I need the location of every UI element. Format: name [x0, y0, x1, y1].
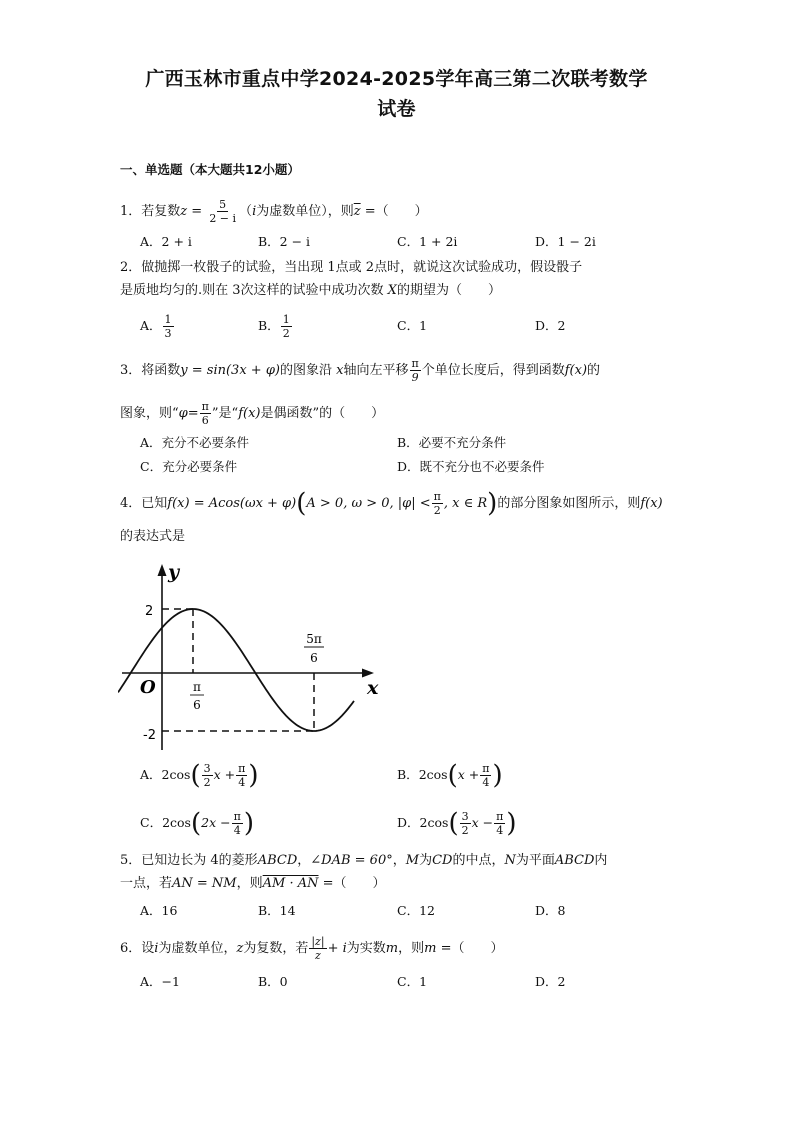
q6-option-d: D．2 — [535, 974, 566, 989]
q5-option-b: B．14 — [258, 903, 296, 918]
q4-optB-phase — [480, 762, 491, 789]
q4-option-a — [140, 762, 258, 789]
origin-label: O — [140, 677, 156, 698]
title-line-1: 广西玉林市重点中学2024-2025学年高三第二次联考数学 — [145, 68, 648, 90]
question-1 — [120, 198, 428, 225]
q1-option-a: A．2 + i — [140, 234, 192, 249]
q2-optA-frac — [163, 313, 174, 340]
q4-optA-phase — [236, 762, 247, 789]
q6-fraction — [309, 935, 326, 962]
q5-l2c: =（ ） — [318, 876, 386, 891]
q2-optB-label: B． — [258, 318, 280, 333]
question-2-line-2 — [120, 280, 501, 302]
q4-cond-a: A > 0, ω > 0, |φ| < — [306, 496, 431, 511]
q4-optB-pden: 4 — [482, 776, 490, 789]
q2-var-x: X — [387, 283, 397, 298]
q4-optC-label: C． — [140, 815, 163, 830]
q6-i: i — [154, 941, 159, 956]
q5-l1d: 为 — [419, 853, 433, 868]
q2-optB-num: 1 — [282, 313, 290, 326]
q4-optB-pnum: π — [482, 762, 490, 775]
q4-expr: f(x) = Acos(ωx + φ) — [167, 496, 297, 511]
q4-optD-phase — [494, 810, 505, 837]
q6-p6: ，则 — [398, 941, 425, 956]
q1-frac-den: 2 − i — [209, 212, 237, 225]
q5-m: M — [405, 853, 420, 868]
q3-l2c: 是偶函数”的（ ） — [260, 406, 385, 421]
q3-option-b: B．必要不充分条件 — [397, 435, 507, 450]
q6-z: z — [236, 941, 244, 956]
q5-n: N — [504, 853, 516, 868]
q4-optB-label: B． — [397, 767, 419, 782]
q4-optD-pre: 2cos — [419, 815, 449, 830]
q3-shift-frac — [410, 357, 421, 384]
q4-cond-num: π — [433, 490, 441, 503]
q6-frac-den: z — [315, 949, 321, 962]
q2-optB-den: 2 — [282, 327, 290, 340]
q5-vector-product: AM · AN — [262, 876, 319, 891]
q3-phi-num: π — [201, 400, 209, 413]
q5-angle: ∠DAB = 60° — [310, 853, 393, 868]
question-4-line-1 — [120, 490, 663, 517]
q4-optA-num: 3 — [203, 762, 211, 775]
q4-fx: f(x) — [640, 496, 663, 511]
q1-eq: = — [187, 204, 207, 219]
q5-l1a: 5．已知边长为 4的菱形 — [120, 853, 258, 868]
q4-optC-pnum: π — [233, 810, 241, 823]
q4-cond-den: 2 — [433, 504, 441, 517]
tick-label-neg2: -2 — [143, 728, 156, 743]
tick-pi6-num: π — [193, 680, 201, 694]
q3-p1: 3．将函数 — [120, 363, 181, 378]
q4-optA-den: 2 — [203, 776, 211, 789]
q6-option-a: A．−1 — [140, 974, 180, 989]
q5-l1b: ， — [297, 853, 311, 868]
q2-optA-num: 1 — [164, 313, 172, 326]
q3-p4: 个单位长度后，得到函数 — [421, 363, 565, 378]
q1-mid2: 为虚数单位），则 — [256, 204, 354, 219]
q4-optD-rparen: ) — [506, 808, 517, 839]
q5-option-c: C．12 — [397, 903, 435, 918]
q1-zbar: $\overline{z}$ — [353, 204, 361, 219]
q2-optB-frac — [281, 313, 292, 340]
q3-option-c: C．充分必要条件 — [140, 459, 238, 474]
tick-pi6-den: 6 — [193, 698, 201, 712]
q6-option-c: C．1 — [397, 974, 428, 989]
exam-title — [110, 64, 683, 124]
q5-abcd2: ABCD — [554, 853, 595, 868]
question-4-line-2: 的表达式是 — [120, 529, 186, 544]
q2-option-d: D．2 — [535, 318, 566, 333]
q4-option-b — [397, 762, 503, 789]
q5-l2a: 一点，若 — [120, 876, 173, 891]
q3-phi-frac — [200, 400, 211, 427]
q6-m2: m — [424, 941, 437, 956]
q5-l1c: ， — [392, 853, 406, 868]
q1-var-i: i — [252, 204, 257, 219]
q5-l2b: ，则 — [236, 876, 263, 891]
q3-phi-den: 6 — [201, 414, 209, 427]
q4-cond-b: , x ∈ R — [443, 496, 488, 511]
q3-var-x: x — [336, 363, 344, 378]
q5-l1f: 为平面 — [515, 853, 555, 868]
q4-optA-pre: 2cos — [161, 767, 191, 782]
q4-right-paren: ) — [487, 488, 498, 519]
tick-5pi6-den: 6 — [310, 651, 318, 665]
q2-optA-den: 3 — [164, 327, 172, 340]
q3-option-a: A．充分不必要条件 — [140, 435, 250, 450]
q5-cd: CD — [432, 853, 453, 868]
q1-prefix: 1．若复数 — [120, 204, 181, 219]
q3-func: y = sin(3x + φ) — [180, 363, 280, 378]
q4-optC-mid: 2x − — [201, 815, 231, 830]
q3-p2: 的图象沿 — [280, 363, 337, 378]
q4-optA-lparen: ( — [190, 760, 201, 791]
cosine-curve — [118, 609, 354, 731]
q3-phi: φ= — [178, 406, 199, 421]
q4-optA-mid: x + — [213, 767, 236, 782]
q3-p3: 轴向左平移 — [343, 363, 409, 378]
q4-optD-lparen: ( — [448, 808, 459, 839]
q5-option-d: D．8 — [535, 903, 566, 918]
q1-frac-num: 5 — [219, 198, 227, 211]
question-6 — [120, 935, 503, 962]
q4-optB-mid: x + — [457, 767, 480, 782]
q4-optA-coef — [202, 762, 213, 789]
q3-fx: f(x) — [564, 363, 588, 378]
title-line-2: 试卷 — [377, 98, 416, 120]
q5-option-a: A．16 — [140, 903, 178, 918]
q6-p7: =（ ） — [436, 941, 504, 956]
q4-optD-mid: x − — [471, 815, 494, 830]
q6-p5: 为实数 — [346, 941, 386, 956]
q4-optC-lparen: ( — [190, 808, 202, 839]
q5-abcd: ABCD — [257, 853, 298, 868]
q4-optD-pnum: π — [496, 810, 504, 823]
y-axis-label: y — [168, 561, 180, 583]
q4-optC-phase — [232, 810, 243, 837]
q6-p2: 为虚数单位， — [158, 941, 237, 956]
q4-optB-pre: 2cos — [418, 767, 448, 782]
question-3-line-2 — [120, 400, 384, 427]
q4-optB-rparen: ) — [492, 760, 503, 791]
q6-p4: + i — [327, 941, 347, 956]
q1-option-b: B．2 − i — [258, 234, 311, 249]
q4-optA-pden: 4 — [238, 776, 246, 789]
y-axis-arrow-icon — [158, 564, 167, 576]
q4-optD-coef — [460, 810, 471, 837]
q4-p2: 的部分图象如图所示，则 — [497, 496, 641, 511]
q4-optA-rparen: ) — [248, 760, 259, 791]
q6-p3: 为复数，若 — [243, 941, 309, 956]
q1-option-d: D．1 − 2i — [535, 234, 596, 249]
tick-label-2: 2 — [145, 604, 154, 619]
q2-option-a — [140, 313, 175, 340]
q6-option-b: B．0 — [258, 974, 288, 989]
q4-optC-pre: 2cos — [162, 815, 191, 830]
q4-option-d — [397, 810, 516, 837]
q4-optD-num: 3 — [461, 810, 469, 823]
section-heading: 一、单选题（本大题共12小题） — [120, 162, 300, 177]
q4-optD-label: D． — [397, 815, 420, 830]
q4-option-c — [140, 810, 254, 837]
q4-optB-lparen: ( — [447, 760, 458, 791]
q3-l2a: 图象，则“ — [120, 406, 179, 421]
q4-optA-pnum: π — [238, 762, 246, 775]
q2-line2-b: 的期望为（ ） — [396, 283, 501, 298]
q1-option-c: C．1 + 2i — [397, 234, 458, 249]
q2-line2-a: 是质地均匀的.则在 3次这样的试验中成功次数 — [120, 283, 388, 298]
question-5-line-2 — [120, 873, 386, 895]
q5-l1g: 内 — [594, 853, 608, 868]
q4-optD-den: 2 — [461, 824, 469, 837]
q6-m: m — [385, 941, 399, 956]
q2-option-b — [258, 313, 293, 340]
q1-fraction — [207, 198, 238, 225]
q1-mid: （ — [239, 204, 253, 219]
x-axis-label: x — [367, 677, 379, 699]
q1-tail: =（ ） — [360, 204, 428, 219]
question-3-line-1 — [120, 357, 600, 384]
q2-optA-label: A． — [140, 318, 162, 333]
q4-p1: 4．已知 — [120, 496, 168, 511]
q3-l2b: ”是“ — [211, 406, 239, 421]
q4-cond-frac — [432, 490, 443, 517]
q4-left-paren: ( — [296, 488, 307, 519]
q5-l1e: 的中点， — [452, 853, 505, 868]
question-5-line-1 — [120, 850, 607, 872]
q5-eq1: AN = NM — [172, 876, 237, 891]
q4-optC-rparen: ) — [243, 808, 254, 839]
q1-var-z: z — [180, 204, 188, 219]
tick-5pi6-num: 5π — [306, 632, 322, 646]
q6-p1: 6．设 — [120, 941, 155, 956]
q3-fx2: f(x) — [238, 406, 261, 421]
q2-option-c: C．1 — [397, 318, 428, 333]
q4-optD-pden: 4 — [496, 824, 504, 837]
question-2-line-1: 2．做抛掷一枚骰子的试验，当出现 1点或 2点时，就说这次试验成功，假设骰子 — [120, 260, 583, 275]
q4-optA-label: A． — [140, 767, 162, 782]
q3-p5: 的 — [587, 363, 601, 378]
q3-option-d: D．既不充分也不必要条件 — [397, 459, 545, 474]
q3-shift-den: 9 — [411, 371, 419, 384]
q6-frac-num: |z| — [311, 935, 325, 948]
q3-shift-num: π — [411, 357, 419, 370]
q4-function-graph — [118, 558, 388, 758]
q4-optC-pden: 4 — [233, 824, 241, 837]
